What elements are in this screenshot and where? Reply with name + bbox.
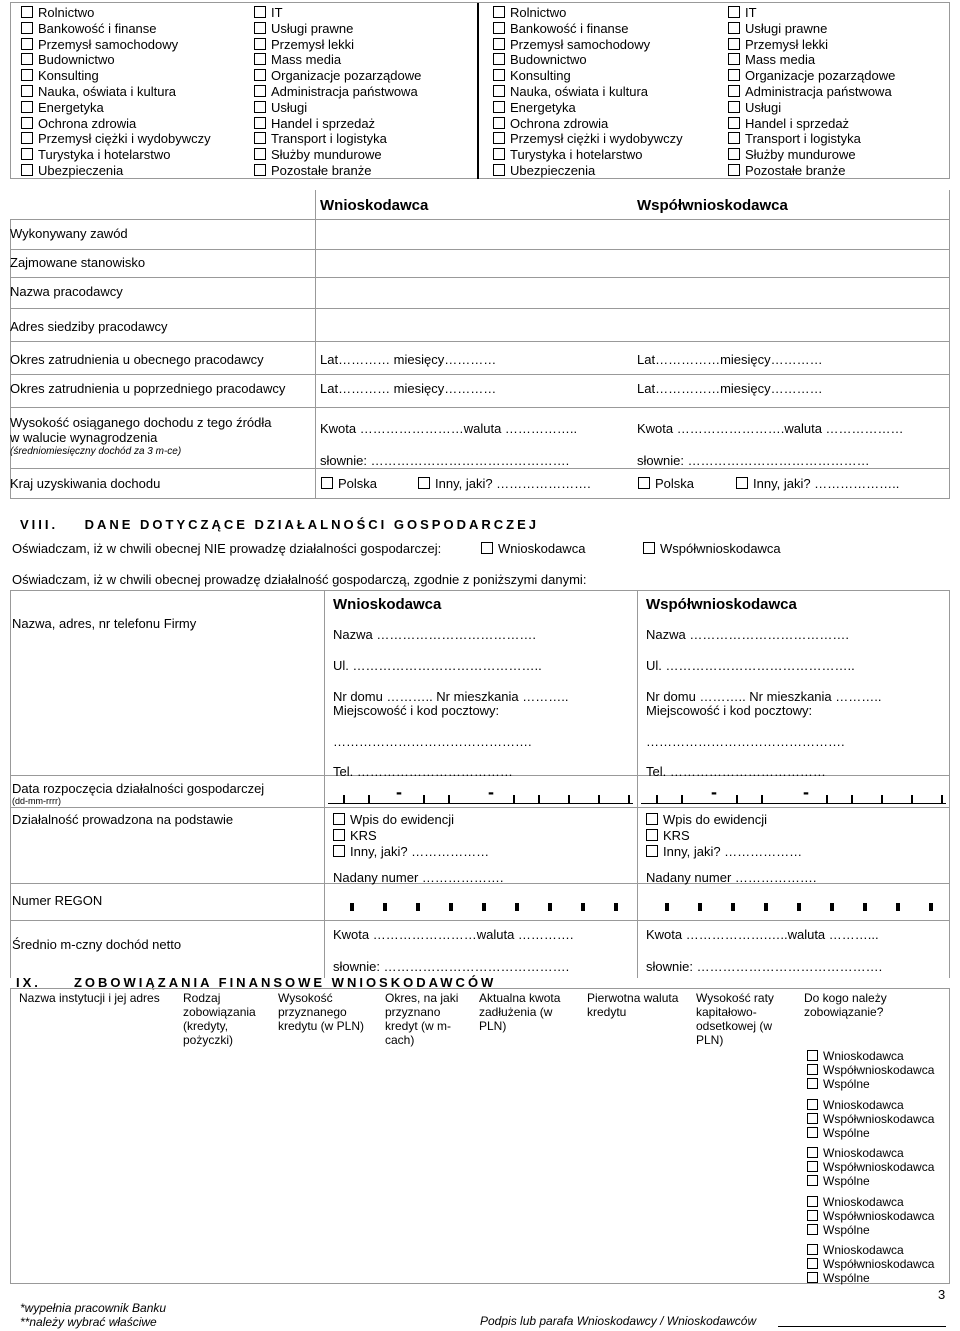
checkbox[interactable] xyxy=(728,148,740,160)
date-digit-mark xyxy=(538,795,540,803)
checkbox[interactable] xyxy=(728,101,740,113)
checkbox[interactable] xyxy=(807,1244,818,1255)
checkbox[interactable] xyxy=(807,1064,818,1075)
checkbox[interactable] xyxy=(333,845,345,857)
start-date-format: (dd-mm-rrrr) xyxy=(12,796,61,806)
footnote-choose: **należy wybrać właściwe xyxy=(20,1315,157,1329)
date-digit-mark xyxy=(368,795,370,803)
checkbox[interactable] xyxy=(807,1272,818,1283)
date-digit-mark xyxy=(941,795,943,803)
whom-option[interactable]: Współwnioskodawca xyxy=(807,1209,934,1223)
firm-city-coapplicant[interactable]: ………………………………………. xyxy=(646,734,845,749)
checkbox[interactable] xyxy=(807,1127,818,1138)
checkbox[interactable] xyxy=(728,53,740,65)
checkbox[interactable] xyxy=(493,6,505,18)
signature-label: Podpis lub parafa Wnioskodawcy / Wnioskodawców xyxy=(480,1314,757,1328)
regon-digit-mark xyxy=(383,903,387,911)
industry-option[interactable]: Ubezpieczenia xyxy=(493,163,683,179)
industry-option[interactable]: Budownictwo xyxy=(21,52,211,68)
col-header-whom: Do kogo należy zobowiązanie? xyxy=(804,991,887,1019)
industry-col-3 xyxy=(493,5,683,179)
industry-option[interactable]: Handel i sprzedaż xyxy=(254,116,421,132)
checkbox[interactable] xyxy=(493,22,505,34)
basis-option-other[interactable]: Inny, jaki? ……………… xyxy=(646,844,802,860)
income-note: (średniomiesięczny dochód za 3 m-ce) xyxy=(10,446,182,457)
row-divider xyxy=(10,277,950,278)
industry-option[interactable]: IT xyxy=(254,5,421,21)
income-amount-applicant[interactable]: Kwota ……………………waluta …………….. xyxy=(320,421,578,436)
date-digit-mark xyxy=(568,795,570,803)
checkbox[interactable] xyxy=(736,477,748,489)
no-business-coapplicant[interactable]: Współwnioskodawca xyxy=(643,541,781,556)
net-income-amount-applicant[interactable]: Kwota ……………………waluta …………. xyxy=(333,927,574,942)
date-digit-mark xyxy=(736,795,738,803)
industry-option[interactable]: Usługi prawne xyxy=(254,21,421,37)
row-divider xyxy=(10,407,950,408)
date-digit-mark xyxy=(881,795,883,803)
checkbox[interactable] xyxy=(21,132,33,144)
industry-option[interactable]: Nauka, oświata i kultura xyxy=(21,84,211,100)
checkbox[interactable] xyxy=(333,829,345,841)
whom-option[interactable]: Wspólne xyxy=(807,1077,934,1091)
checkbox[interactable] xyxy=(481,542,493,554)
col-header-institution: Nazwa instytucji i jej adres xyxy=(19,991,160,1005)
checkbox[interactable] xyxy=(493,148,505,160)
whom-option[interactable]: Wnioskodawca xyxy=(807,1195,934,1209)
checkbox[interactable] xyxy=(21,148,33,160)
basis-option-krs[interactable]: KRS xyxy=(333,828,489,844)
net-income-words-applicant[interactable]: słownie: ……………………………………. xyxy=(333,959,570,974)
industry-option[interactable]: Przemysł lekki xyxy=(254,37,421,53)
no-business-applicant[interactable]: Wnioskodawca xyxy=(481,541,585,556)
industry-col-2 xyxy=(254,5,421,179)
net-income-words-coapplicant[interactable]: słownie: ……………………………………. xyxy=(646,959,883,974)
row-divider xyxy=(10,920,950,921)
checkbox[interactable] xyxy=(807,1224,818,1235)
income-label-1: Wysokość osiąganego dochodu z tego źródła xyxy=(10,415,272,430)
previous-period-coapplicant[interactable]: Lat……………miesięcy………… xyxy=(637,381,823,396)
industry-divider xyxy=(477,3,479,179)
date-digit-mark xyxy=(513,795,515,803)
employment-table xyxy=(10,190,950,500)
regon-digit-mark xyxy=(929,903,933,911)
footnote-bank: *wypełnia pracownik Banku xyxy=(20,1301,167,1315)
date-separator: - xyxy=(803,782,809,802)
checkbox[interactable] xyxy=(21,117,33,129)
checkbox[interactable] xyxy=(333,813,345,825)
whom-group xyxy=(807,1243,934,1292)
whom-option[interactable]: Wnioskodawca xyxy=(807,1098,934,1112)
whom-option[interactable]: Współwnioskodawca xyxy=(807,1160,934,1174)
applicant-header: Wnioskodawca xyxy=(320,197,429,214)
whom-group xyxy=(807,1195,934,1244)
industry-option[interactable]: Energetyka xyxy=(21,100,211,116)
checkbox[interactable] xyxy=(21,85,33,97)
col-divider xyxy=(637,590,638,978)
regon-digit-mark xyxy=(416,903,420,911)
industry-option[interactable]: Bankowość i finanse xyxy=(493,21,683,37)
industry-option[interactable]: Transport i logistyka xyxy=(728,131,895,147)
checkbox[interactable] xyxy=(254,101,266,113)
regon-digit-mark xyxy=(731,903,735,911)
regon-digit-mark xyxy=(797,903,801,911)
industry-option[interactable]: Przemysł lekki xyxy=(728,37,895,53)
industry-option[interactable]: Przemysł samochodowy xyxy=(21,37,211,53)
date-digit-mark xyxy=(851,795,853,803)
date-digit-mark xyxy=(628,795,630,803)
regon-digit-mark xyxy=(482,903,486,911)
row-divider xyxy=(10,807,950,808)
industry-option[interactable]: Organizacje pozarządowe xyxy=(254,68,421,84)
employer-address-label: Adres siedziby pracodawcy xyxy=(10,319,168,334)
start-date-coapplicant[interactable] xyxy=(641,782,946,804)
whom-option[interactable]: Wnioskodawca xyxy=(807,1146,934,1160)
date-digit-mark xyxy=(761,795,763,803)
checkbox[interactable] xyxy=(21,53,33,65)
date-digit-mark xyxy=(911,795,913,803)
basis-label: Działalność prowadzona na podstawie xyxy=(12,812,234,827)
date-separator: - xyxy=(488,782,494,802)
regon-digit-mark xyxy=(581,903,585,911)
basis-option-other[interactable]: Inny, jaki? ……………… xyxy=(333,844,489,860)
col-header-currency: Pierwotna waluta kredytu xyxy=(587,991,679,1019)
basis-option-registry[interactable]: Wpis do ewidencji xyxy=(333,812,489,828)
has-business-statement: Oświadczam, iż w chwili obecnej prowadzę działalność gospodarczą, zgodnie z poniższymi danymi: xyxy=(12,572,587,587)
checkbox[interactable] xyxy=(493,38,505,50)
industry-option[interactable]: IT xyxy=(728,5,895,21)
industry-option[interactable]: Handel i sprzedaż xyxy=(728,116,895,132)
industry-option[interactable]: Organizacje pozarządowe xyxy=(728,68,895,84)
country-coapplicant-other[interactable]: Inny, jaki? ……………….. xyxy=(736,476,899,491)
basis-option-krs[interactable]: KRS xyxy=(646,828,802,844)
current-period-label: Okres zatrudnienia u obecnego pracodawcy xyxy=(10,352,264,367)
row-divider xyxy=(10,308,950,309)
occupation-label: Wykonywany zawód xyxy=(10,226,128,241)
firm-street-applicant[interactable]: Ul. …………………………………….. xyxy=(333,658,542,673)
industry-option[interactable]: Przemysł ciężki i wydobywczy xyxy=(493,131,683,147)
checkbox[interactable] xyxy=(807,1175,818,1186)
industry-option[interactable]: Pozostałe branże xyxy=(728,163,895,179)
industry-option[interactable]: Konsulting xyxy=(493,68,683,84)
checkbox[interactable] xyxy=(321,477,333,489)
col-header-type: Rodzaj zobowiązania (kredyty, pożyczki) xyxy=(183,991,256,1047)
basis-options-coapplicant xyxy=(646,812,802,860)
checkbox[interactable] xyxy=(643,542,655,554)
income-words-applicant[interactable]: słownie: ………………………………………. xyxy=(320,453,570,468)
industry-option[interactable]: Nauka, oświata i kultura xyxy=(493,84,683,100)
whom-option[interactable]: Wspólne xyxy=(807,1174,934,1188)
checkbox[interactable] xyxy=(728,132,740,144)
date-digit-mark xyxy=(826,795,828,803)
date-digit-mark xyxy=(656,795,658,803)
date-separator: - xyxy=(396,782,402,802)
firm-name-coapplicant[interactable]: Nazwa ………………………………. xyxy=(646,627,849,642)
regon-field-coapplicant[interactable] xyxy=(665,903,935,913)
checkbox[interactable] xyxy=(493,164,505,176)
checkbox[interactable] xyxy=(21,69,33,81)
firm-label: Nazwa, adres, nr telefonu Firmy xyxy=(12,616,197,631)
checkbox[interactable] xyxy=(807,1161,818,1172)
date-digit-mark xyxy=(343,795,345,803)
checkbox[interactable] xyxy=(646,829,658,841)
checkbox[interactable] xyxy=(493,132,505,144)
checkbox[interactable] xyxy=(493,117,505,129)
checkbox[interactable] xyxy=(646,845,658,857)
checkbox[interactable] xyxy=(807,1258,818,1269)
industry-option[interactable]: Mass media xyxy=(254,52,421,68)
col-header-debt: Aktualna kwota zadłużenia (w PLN) xyxy=(479,991,561,1033)
industry-option[interactable]: Ochrona zdrowia xyxy=(493,116,683,132)
industry-option[interactable]: Energetyka xyxy=(493,100,683,116)
industry-option[interactable]: Bankowość i finanse xyxy=(21,21,211,37)
regon-digit-mark xyxy=(614,903,618,911)
checkbox[interactable] xyxy=(254,69,266,81)
col-divider xyxy=(315,190,316,498)
col-header-granted: Wysokość przyznanego kredytu (w PLN) xyxy=(278,991,365,1033)
checkbox[interactable] xyxy=(254,85,266,97)
regon-digit-mark xyxy=(350,903,354,911)
row-divider xyxy=(10,468,950,469)
industry-option[interactable]: Rolnictwo xyxy=(493,5,683,21)
row-divider xyxy=(10,498,950,499)
coapplicant-header: Współwnioskodawca xyxy=(637,197,788,214)
row-divider xyxy=(10,219,950,220)
row-divider xyxy=(10,341,950,342)
checkbox[interactable] xyxy=(21,164,33,176)
checkbox[interactable] xyxy=(254,148,266,160)
industry-option[interactable]: Ubezpieczenia xyxy=(21,163,211,179)
industry-option[interactable]: Przemysł samochodowy xyxy=(493,37,683,53)
whom-option[interactable]: Współwnioskodawca xyxy=(807,1063,934,1077)
industry-option[interactable]: Służby mundurowe xyxy=(254,147,421,163)
col-divider xyxy=(10,590,11,978)
country-applicant-poland[interactable]: Polska xyxy=(321,476,377,491)
assigned-number-coapplicant[interactable]: Nadany numer ………………. xyxy=(646,870,817,885)
checkbox[interactable] xyxy=(728,38,740,50)
whom-group xyxy=(807,1146,934,1195)
firm-house-coapplicant[interactable]: Nr domu ……….. Nr mieszkania ……….. xyxy=(646,689,882,704)
firm-tel-applicant[interactable]: Tel. ……………………………… xyxy=(333,764,513,779)
checkbox[interactable] xyxy=(254,22,266,34)
checkbox[interactable] xyxy=(646,813,658,825)
firm-city-applicant[interactable]: ………………………………………. xyxy=(333,734,532,749)
whom-option[interactable]: Współwnioskodawca xyxy=(807,1112,934,1126)
date-separator: - xyxy=(711,782,717,802)
checkbox[interactable] xyxy=(728,6,740,18)
checkbox[interactable] xyxy=(21,38,33,50)
checkbox[interactable] xyxy=(493,69,505,81)
position-label: Zajmowane stanowisko xyxy=(10,255,146,270)
industry-option[interactable]: Przemysł ciężki i wydobywczy xyxy=(21,131,211,147)
business-table xyxy=(10,590,950,978)
row-divider xyxy=(10,374,950,375)
employer-name-label: Nazwa pracodawcy xyxy=(10,284,123,299)
firm-city-label-coapplicant: Miejscowość i kod pocztowy: xyxy=(646,703,813,718)
col-divider xyxy=(324,590,325,978)
checkbox[interactable] xyxy=(728,117,740,129)
regon-digit-mark xyxy=(764,903,768,911)
checkbox[interactable] xyxy=(493,85,505,97)
biz-applicant-header: Wnioskodawca xyxy=(333,596,442,613)
checkbox[interactable] xyxy=(493,101,505,113)
industry-option[interactable]: Rolnictwo xyxy=(21,5,211,21)
col-header-installment: Wysokość raty kapitałowo-odsetkowej (w PLN) xyxy=(696,991,774,1047)
income-words-coapplicant[interactable]: słownie: …………………………………… xyxy=(637,453,870,468)
regon-field-applicant[interactable] xyxy=(350,903,620,913)
whom-option[interactable]: Wnioskodawca xyxy=(807,1243,934,1257)
section-9-title: IX. ZOBOWIĄZANIA FINANSOWE WNIOSKODAWCÓW xyxy=(16,975,497,990)
checkbox[interactable] xyxy=(807,1050,818,1061)
firm-tel-coapplicant[interactable]: Tel. ……………………………… xyxy=(646,764,826,779)
whom-group xyxy=(807,1098,934,1147)
whom-option[interactable]: Współwnioskodawca xyxy=(807,1257,934,1271)
industry-option[interactable]: Mass media xyxy=(728,52,895,68)
basis-options-applicant xyxy=(333,812,489,860)
checkbox[interactable] xyxy=(254,38,266,50)
industry-section xyxy=(10,2,950,179)
checkbox[interactable] xyxy=(21,6,33,18)
previous-period-applicant[interactable]: Lat………… miesięcy………… xyxy=(320,381,497,396)
whom-option[interactable]: Wnioskodawca xyxy=(807,1049,934,1063)
no-business-statement: Oświadczam, iż w chwili obecnej NIE prowadzę działalności gospodarczej: xyxy=(12,541,442,556)
checkbox[interactable] xyxy=(807,1078,818,1089)
basis-option-registry[interactable]: Wpis do ewidencji xyxy=(646,812,802,828)
industry-option[interactable]: Budownictwo xyxy=(493,52,683,68)
checkbox[interactable] xyxy=(638,477,650,489)
industry-option[interactable]: Pozostałe branże xyxy=(254,163,421,179)
whom-option[interactable]: Wspólne xyxy=(807,1271,934,1285)
regon-digit-mark xyxy=(698,903,702,911)
regon-label: Numer REGON xyxy=(12,893,103,908)
income-amount-coapplicant[interactable]: Kwota …………………….waluta ……………… xyxy=(637,421,904,436)
country-applicant-other[interactable]: Inny, jaki? …………………. xyxy=(418,476,591,491)
col-header-period: Okres, na jaki przyznano kredyt (w m-cach) xyxy=(385,991,459,1047)
industry-option[interactable]: Turystyka i hotelarstwo xyxy=(493,147,683,163)
checkbox[interactable] xyxy=(807,1210,818,1221)
checkbox[interactable] xyxy=(254,164,266,176)
liabilities-table xyxy=(10,988,950,1284)
start-date-applicant[interactable] xyxy=(328,782,633,804)
whom-options xyxy=(807,1049,934,1292)
firm-street-coapplicant[interactable]: Ul. …………………………………….. xyxy=(646,658,855,673)
industry-option[interactable]: Usługi prawne xyxy=(728,21,895,37)
industry-option[interactable]: Usługi xyxy=(254,100,421,116)
industry-option[interactable]: Transport i logistyka xyxy=(254,131,421,147)
checkbox[interactable] xyxy=(807,1099,818,1110)
date-digit-mark xyxy=(598,795,600,803)
row-divider xyxy=(10,249,950,250)
industry-option[interactable]: Usługi xyxy=(728,100,895,116)
current-period-applicant[interactable]: Lat………… miesięcy………… xyxy=(320,352,497,367)
checkbox[interactable] xyxy=(807,1113,818,1124)
regon-digit-mark xyxy=(515,903,519,911)
checkbox[interactable] xyxy=(807,1147,818,1158)
industry-col-4 xyxy=(728,5,895,179)
checkbox[interactable] xyxy=(493,53,505,65)
net-income-amount-coapplicant[interactable]: Kwota ……………….…..waluta ………... xyxy=(646,927,879,942)
signature-line[interactable] xyxy=(778,1326,946,1327)
industry-option[interactable]: Konsulting xyxy=(21,68,211,84)
date-digit-mark xyxy=(448,795,450,803)
industry-option[interactable]: Administracja państwowa xyxy=(728,84,895,100)
checkbox[interactable] xyxy=(728,69,740,81)
whom-group xyxy=(807,1049,934,1098)
checkbox[interactable] xyxy=(728,164,740,176)
firm-city-label-applicant: Miejscowość i kod pocztowy: xyxy=(333,703,500,718)
previous-period-label: Okres zatrudnienia u poprzedniego pracodawcy xyxy=(10,381,286,396)
checkbox[interactable] xyxy=(807,1196,818,1207)
country-label: Kraj uzyskiwania dochodu xyxy=(10,476,161,491)
date-digit-mark xyxy=(423,795,425,803)
whom-option[interactable]: Wspólne xyxy=(807,1223,934,1237)
income-label-2: w walucie wynagrodzenia xyxy=(10,430,158,445)
assigned-number-applicant[interactable]: Nadany numer ………………. xyxy=(333,870,504,885)
checkbox[interactable] xyxy=(21,101,33,113)
industry-option[interactable]: Ochrona zdrowia xyxy=(21,116,211,132)
checkbox[interactable] xyxy=(21,22,33,34)
date-digit-mark xyxy=(681,795,683,803)
col-divider xyxy=(949,590,950,978)
whom-option[interactable]: Wspólne xyxy=(807,1126,934,1140)
industry-option[interactable]: Służby mundurowe xyxy=(728,147,895,163)
checkbox[interactable] xyxy=(254,132,266,144)
net-income-label: Średnio m-czny dochód netto xyxy=(12,937,182,952)
firm-name-applicant[interactable]: Nazwa ………………………………. xyxy=(333,627,536,642)
checkbox[interactable] xyxy=(728,22,740,34)
checkbox[interactable] xyxy=(728,85,740,97)
biz-coapplicant-header: Współwnioskodawca xyxy=(646,596,797,613)
regon-digit-mark xyxy=(830,903,834,911)
regon-digit-mark xyxy=(449,903,453,911)
col-divider xyxy=(949,190,950,498)
regon-digit-mark xyxy=(548,903,552,911)
country-coapplicant-poland[interactable]: Polska xyxy=(638,476,694,491)
row-divider xyxy=(10,590,950,591)
regon-digit-mark xyxy=(863,903,867,911)
current-period-coapplicant[interactable]: Lat……………miesięcy………… xyxy=(637,352,823,367)
firm-house-applicant[interactable]: Nr domu ……….. Nr mieszkania ……….. xyxy=(333,689,569,704)
page-number: 3 xyxy=(938,1287,946,1302)
section-8-title: VIII. DANE DOTYCZĄCE DZIAŁALNOŚCI GOSPODARCZEJ xyxy=(20,517,539,532)
checkbox[interactable] xyxy=(254,6,266,18)
start-date-label: Data rozpoczęcia działalności gospodarczej xyxy=(12,781,265,796)
regon-digit-mark xyxy=(665,903,669,911)
industry-option[interactable]: Turystyka i hotelarstwo xyxy=(21,147,211,163)
regon-digit-mark xyxy=(896,903,900,911)
industry-option[interactable]: Administracja państwowa xyxy=(254,84,421,100)
industry-col-1 xyxy=(21,5,211,179)
checkbox[interactable] xyxy=(254,117,266,129)
checkbox[interactable] xyxy=(254,53,266,65)
checkbox[interactable] xyxy=(418,477,430,489)
